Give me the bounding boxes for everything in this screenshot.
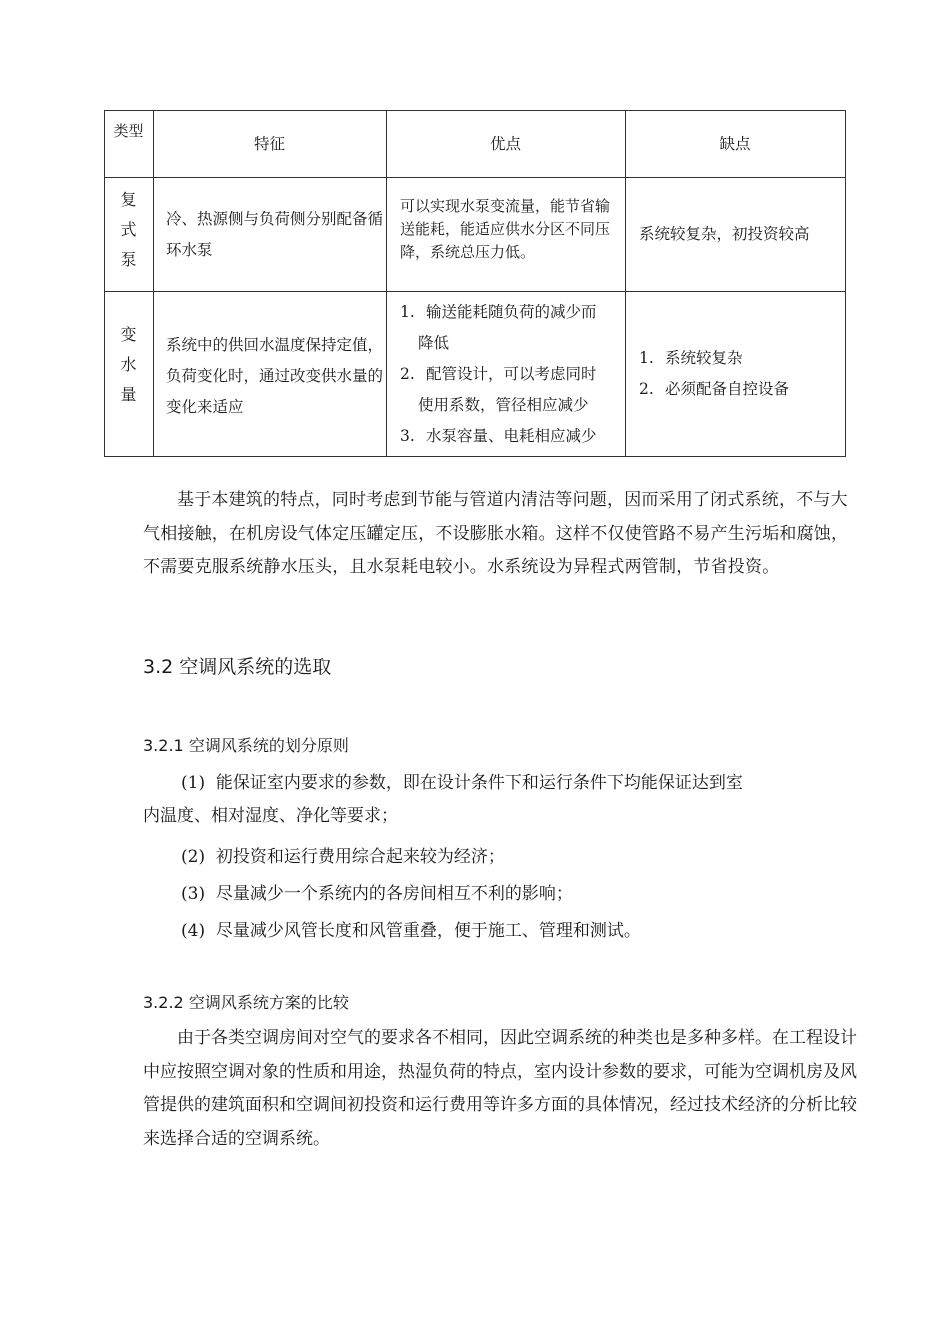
row2-type-char: 水 [120, 355, 137, 374]
row1-advantages: 可以实现水泵变流量，能节省输送能耗，能适应供水分区不同压降，系统总压力低。 [400, 197, 611, 261]
principle-item-4 [181, 916, 641, 941]
header-disadvantages: 缺点 [719, 134, 751, 153]
item-number: (3) [181, 884, 206, 904]
section-title: 空调风系统的选取 [179, 656, 332, 678]
principle-item-3 [181, 879, 573, 904]
table-rule [104, 456, 846, 457]
row1-type-char: 式 [120, 220, 137, 239]
list-item-continuation: 使用系数，管径相应减少 [418, 396, 589, 414]
header-advantages: 优点 [489, 134, 521, 153]
list-item: 2. 必须配备自控设备 [639, 380, 790, 398]
row1-type-char: 复 [120, 190, 137, 209]
row2-type-char: 变 [120, 325, 137, 344]
principle-item-2 [181, 842, 505, 867]
header-feature: 特征 [253, 134, 285, 153]
section-heading-3-2-1 [143, 733, 349, 756]
list-item: 1. 输送能耗随负荷的减少而 [400, 303, 597, 321]
item-number: (1) [181, 773, 206, 793]
section-heading-3-2 [143, 652, 331, 679]
row2-type [104, 320, 153, 410]
section-number: 3.2.2 [143, 993, 184, 1012]
header-type: 类型 [113, 122, 144, 140]
row1-type [104, 185, 153, 275]
item-number: (4) [181, 921, 206, 941]
list-item: 2. 配管设计，可以考虑同时 [400, 365, 597, 383]
row2-feature: 系统中的供回水温度保持定值，负荷变化时，通过改变供水量的变化来适应 [166, 336, 384, 416]
table-rule [104, 291, 846, 292]
item-text: 尽量减少风管长度和风管重叠，便于施工、管理和测试。 [215, 921, 641, 941]
item-number: (2) [181, 847, 206, 867]
row2-advantages-list [400, 297, 624, 452]
row1-disadvantages: 系统较复杂，初投资较高 [639, 225, 810, 243]
principle-item-1 [181, 768, 743, 793]
table-rule [845, 110, 846, 457]
row2-type-char: 量 [120, 385, 137, 404]
section-number: 3.2.1 [143, 736, 184, 755]
item-text: 初投资和运行费用综合起来较为经济； [215, 847, 505, 867]
list-item: 3. 水泵容量、电耗相应减少 [400, 427, 597, 445]
paragraph-water-system: 基于本建筑的特点，同时考虑到节能与管道内清洁等问题，因而采用了闭式系统，不与大气相接触，在机房设气体定压罐定压，不设膨胀水箱。这样不仅使管路不易产生污垢和腐蚀，不需要克服系统静水压头，且水泵耗电较小。水系统设为异程式两管制，节省投资。 [143, 490, 849, 577]
section-title: 空调风系统方案的比较 [188, 993, 349, 1012]
principle-item-1-continuation: 内温度、相对湿度、净化等要求； [143, 806, 398, 826]
section-heading-3-2-2 [143, 990, 349, 1013]
item-text: 尽量减少一个系统内的各房间相互不利的影响； [215, 884, 573, 904]
section-title: 空调风系统的划分原则 [188, 736, 349, 755]
row2-disadvantages-list [639, 343, 843, 405]
row1-type-char: 泵 [120, 250, 137, 269]
row1-feature: 冷、热源侧与负荷侧分别配备循环水泵 [166, 210, 384, 259]
comparison-table [104, 110, 846, 457]
item-text: 能保证室内要求的参数，即在设计条件下和运行条件下均能保证达到室 [215, 773, 743, 793]
list-item: 1. 系统较复杂 [639, 349, 743, 367]
paragraph-wind-system-comparison: 由于各类空调房间对空气的要求各不相同，因此空调系统的种类也是多种多样。在工程设计中应按照空调对象的性质和用途，热湿负荷的特点，室内设计参数的要求，可能为空调机房及风管提供的建筑面积和空调间初投资和运行费用等许多方面的具体情况，经过技术经济的分析比较来选择合适的空调系统。 [143, 1028, 857, 1149]
section-number: 3.2 [143, 656, 174, 678]
list-item-continuation: 降低 [418, 334, 450, 352]
